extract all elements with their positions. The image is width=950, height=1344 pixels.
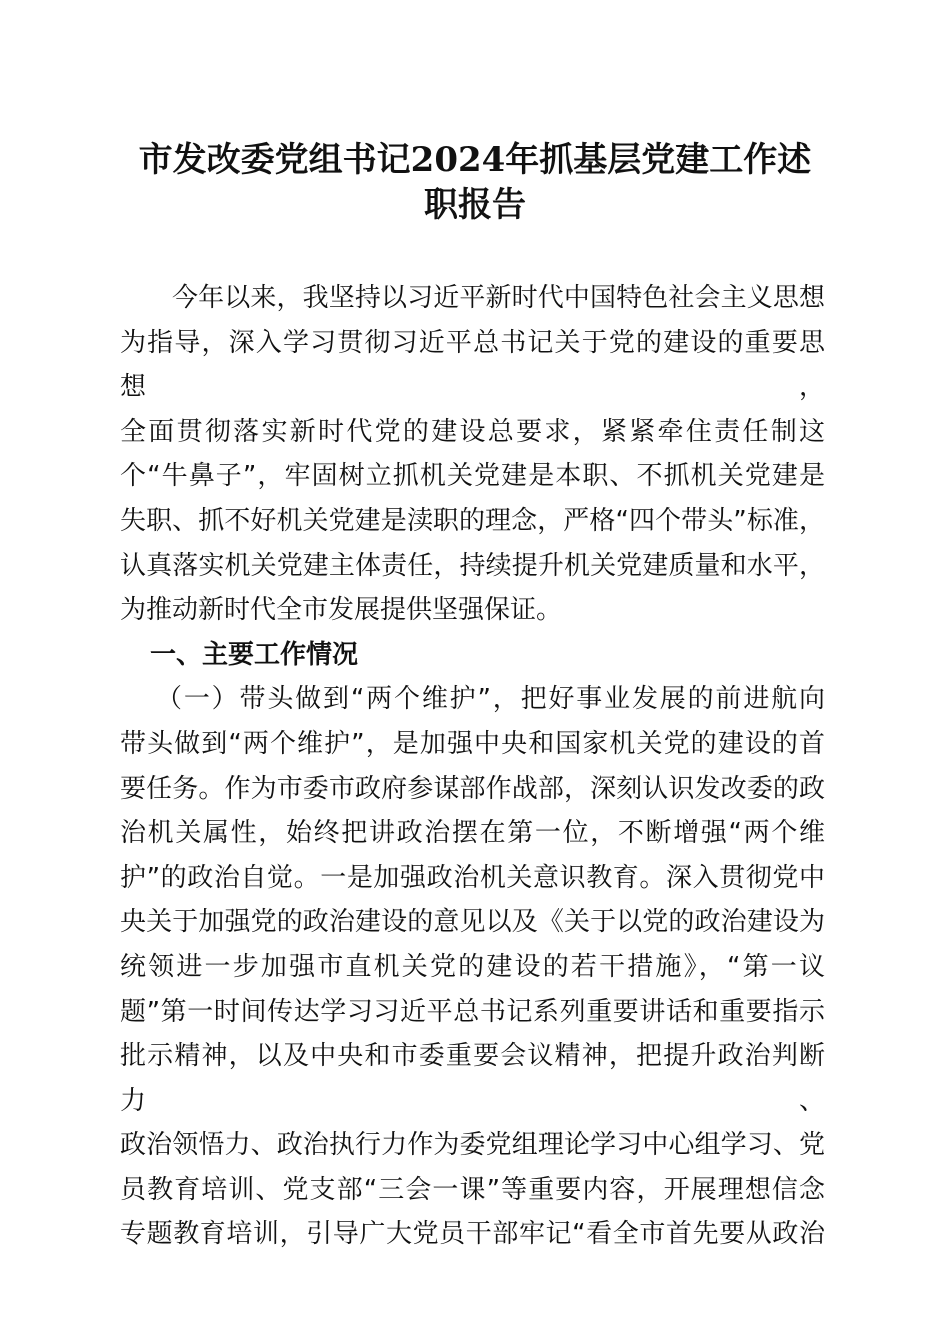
paragraph-line: 为推动新时代全市发展提供坚强保证。 (120, 595, 563, 626)
paragraph-line: 题”第一时间传达学习习近平总书记系列重要讲话和重要指示 (120, 996, 825, 1027)
paragraph-line: 批示精神，以及中央和市委重要会议精神，把提升政治判断力、 (120, 1041, 825, 1116)
document-title-line-1: 市发改委党组书记2024年抓基层党建工作述 (138, 140, 812, 180)
document-title-line-2: 职报告 (424, 185, 526, 225)
paragraph-line: 失职、抓不好机关党建是渎职的理念，严格“四个带头”标准， (120, 505, 825, 536)
paragraph-line: 为指导，深入学习贯彻习近平总书记关于党的建设的重要思想， (120, 327, 825, 403)
paragraph-line: 统领进一步加强市直机关党的建设的若干措施》，“第一议 (120, 951, 825, 982)
paragraph-line: 今年以来，我坚持以习近平新时代中国特色社会主义思想 (172, 283, 825, 313)
subsection-heading: （一）带头做到“两个维护”，把好事业发展的前进航向 (156, 684, 825, 715)
section-heading: 一、主要工作情况 (150, 639, 359, 670)
paragraph-line: 带头做到“两个维护”，是加强中央和国家机关党的建设的首 (120, 728, 825, 759)
paragraph-line: 治机关属性，始终把讲政治摆在第一位，不断增强“两个维 (120, 818, 825, 849)
paragraph-line: 认真落实机关党建主体责任，持续提升机关党建质量和水平， (120, 550, 825, 581)
paragraph-line: 个“牛鼻子”，牢固树立抓机关党建是本职、不抓机关党建是 (120, 461, 825, 492)
paragraph-line: 全面贯彻落实新时代党的建设总要求，紧紧牵住责任制这 (120, 416, 825, 447)
paragraph-line: 政治领悟力、政治执行力作为委党组理论学习中心组学习、党 (120, 1130, 825, 1161)
paragraph-line: 专题教育培训，引导广大党员干部牢记“看全市首先要从政治 (120, 1219, 825, 1250)
document-body (120, 276, 825, 1257)
paragraph-line: 央关于加强党的政治建设的意见以及《关于以党的政治建设为 (120, 907, 825, 938)
paragraph-line: 护”的政治自觉。一是加强政治机关意识教育。深入贯彻党中 (120, 862, 825, 893)
paragraph-line: 要任务。作为市委市政府参谋部作战部，深刻认识发改委的政 (120, 773, 825, 804)
paragraph-line: 员教育培训、党支部“三会一课”等重要内容，开展理想信念 (120, 1174, 825, 1205)
